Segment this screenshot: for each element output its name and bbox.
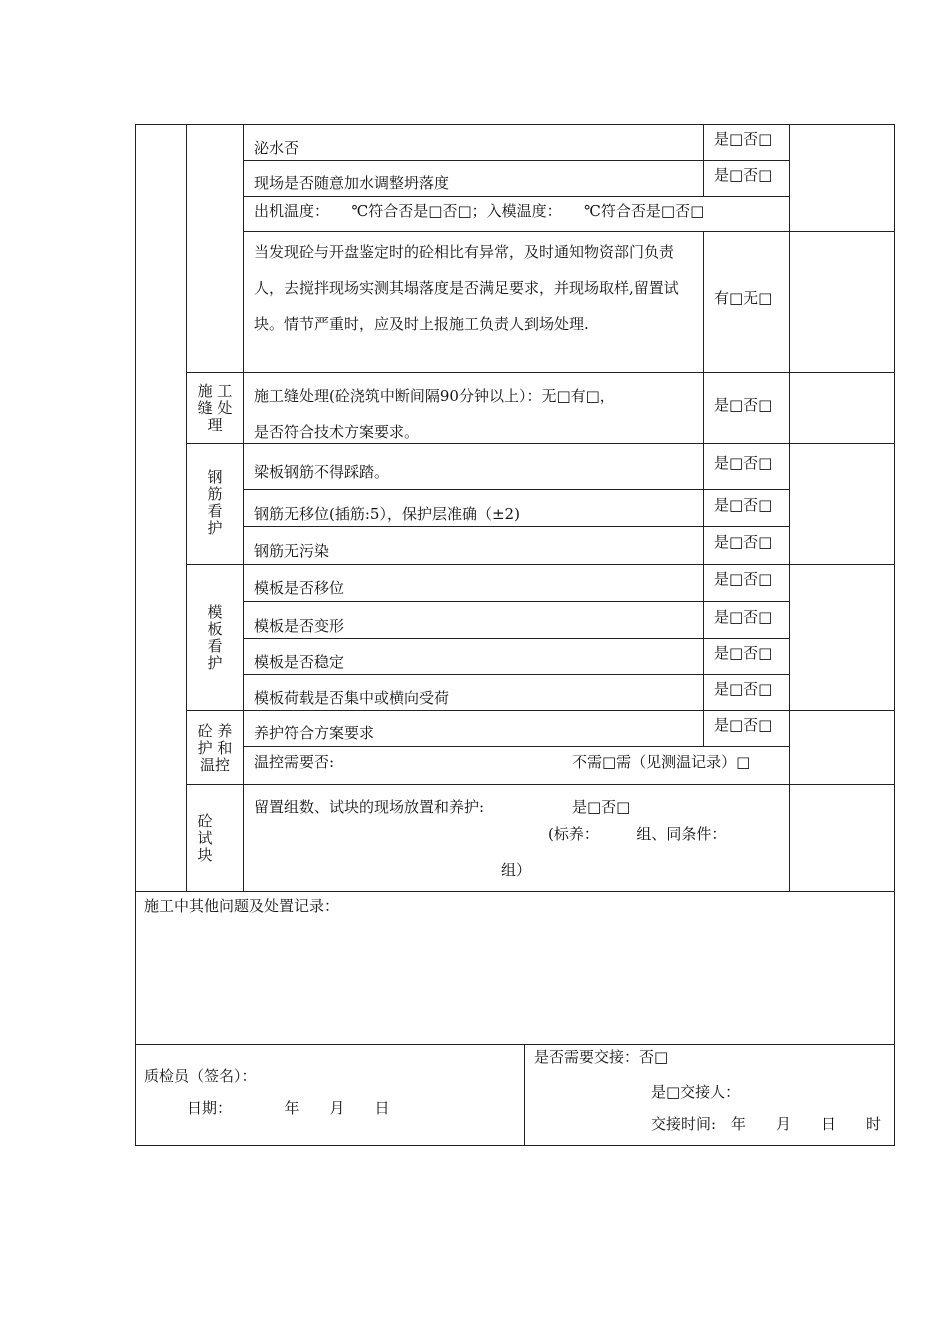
inspection-date-label[interactable]: 日期： 年 月 日 (187, 1099, 390, 1117)
grid-line (186, 784, 894, 785)
construction-joint-section-label: 施 工 缝 处 理 (197, 382, 233, 434)
grid-line (135, 124, 895, 125)
grid-line (243, 746, 789, 747)
grid-line (135, 1145, 895, 1146)
specimen-line3: 组） (501, 861, 532, 879)
grid-line (243, 638, 789, 639)
handover-yes-label[interactable]: 是□交接人： (651, 1083, 741, 1101)
specimen-section-label: 砼 试 块 (197, 812, 213, 864)
rebar-item-checkbox[interactable]: 是□否□ (714, 454, 773, 472)
curing-label: 养护符合方案要求 (254, 724, 375, 742)
formwork-item-checkbox[interactable]: 是□否□ (714, 644, 773, 662)
formwork-item-label: 模板荷载是否集中或横向受荷 (254, 689, 450, 707)
other-issues-field[interactable] (140, 920, 890, 1038)
temp-control-options[interactable]: 不需□需（见测温记录）□ (572, 753, 751, 771)
formwork-item-label: 模板是否移位 (254, 579, 345, 597)
formwork-item-label: 模板是否稳定 (254, 653, 345, 671)
bleeding-checkbox[interactable]: 是□否□ (714, 130, 773, 148)
slump-water-label: 现场是否随意加水调整坍落度 (254, 174, 450, 192)
specimen-line2[interactable]: (标养： 组、同条件： (548, 825, 727, 843)
grid-line (186, 443, 894, 444)
formwork-item-checkbox[interactable]: 是□否□ (714, 680, 773, 698)
abnormal-checkbox[interactable]: 有□无□ (714, 289, 773, 307)
handover-time-label[interactable]: 交接时间: 年 月 日 时 (651, 1115, 882, 1133)
construction-joint-line1[interactable]: 施工缝处理(砼浇筑中断间隔90分钟以上）：无□有□， (254, 387, 615, 405)
specimen-line1: 留置组数、试块的现场放置和养护: (254, 798, 485, 816)
abnormal-instructions: 当发现砼与开盘鉴定时的砼相比有异常，及时通知物资部门负责人，去搅拌现场实测其塌落度是否满足要求，并现场取样,留置试块。情节严重时，应及时上报施工负责人到场处理. (254, 243, 679, 333)
grid-line (243, 489, 789, 490)
grid-line (243, 196, 789, 197)
grid-line (186, 710, 894, 711)
rebar-item-label: 钢筋无移位(插筋:5），保护层准确（±2) (254, 505, 520, 523)
specimen-checkbox[interactable]: 是□否□ (572, 798, 631, 816)
grid-line (243, 526, 789, 527)
grid-line (135, 891, 895, 892)
construction-joint-checkbox[interactable]: 是□否□ (714, 396, 773, 414)
formwork-item-checkbox[interactable]: 是□否□ (714, 608, 773, 626)
grid-line (186, 124, 187, 891)
rebar-item-checkbox[interactable]: 是□否□ (714, 533, 773, 551)
other-issues-label: 施工中其他问题及处置记录： (144, 897, 340, 915)
grid-line (524, 1044, 525, 1146)
rebar-item-label: 梁板钢筋不得踩踏。 (254, 463, 390, 481)
construction-joint-line2: 是否符合技术方案要求。 (254, 423, 420, 441)
grid-line (243, 601, 789, 602)
temperature-row[interactable]: 出机温度： ℃符合否是□否□；入模温度： ℃符合否是□否□ (254, 202, 705, 220)
grid-line (243, 674, 789, 675)
grid-line (135, 1044, 895, 1045)
rebar-item-label: 钢筋无污染 (254, 542, 330, 560)
formwork-item-label: 模板是否变形 (254, 617, 345, 635)
curing-section-label: 砼 养 护 和 温控 (197, 722, 233, 774)
curing-checkbox[interactable]: 是□否□ (714, 716, 773, 734)
grid-line (186, 372, 894, 373)
formwork-item-checkbox[interactable]: 是□否□ (714, 570, 773, 588)
handover-question[interactable]: 是否需要交接：否□ (534, 1048, 669, 1066)
slump-water-checkbox[interactable]: 是□否□ (714, 166, 773, 184)
grid-line (135, 124, 136, 1146)
inspector-signature-label[interactable]: 质检员（签名）： (144, 1067, 257, 1085)
grid-line (894, 124, 895, 1146)
bleeding-label: 泌水否 (254, 139, 300, 157)
rebar-item-checkbox[interactable]: 是□否□ (714, 496, 773, 514)
formwork-section-label: 模 板 看 护 (207, 603, 223, 672)
grid-line (186, 564, 894, 565)
grid-line (243, 124, 244, 891)
temp-control-label: 温控需要否: (254, 753, 335, 771)
grid-line (789, 124, 790, 891)
grid-line (243, 160, 789, 161)
grid-line (243, 231, 894, 232)
rebar-section-label: 钢 筋 看 护 (207, 468, 223, 537)
